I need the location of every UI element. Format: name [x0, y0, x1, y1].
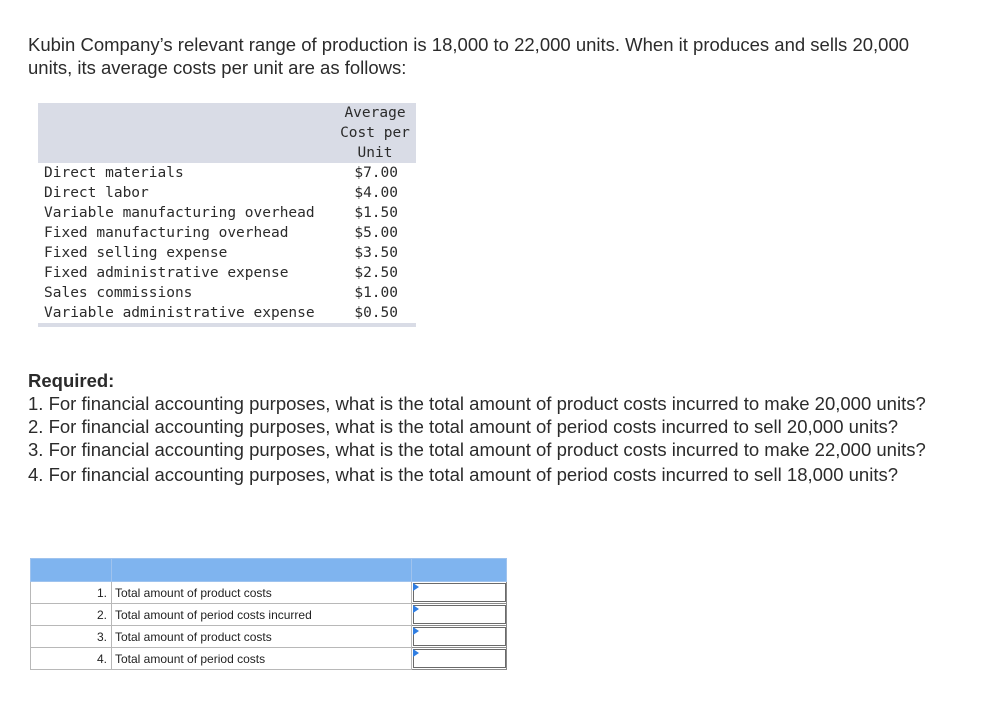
answer-row-number: 4. — [31, 648, 112, 670]
required-title: Required: — [28, 370, 115, 391]
cost-label: Direct materials — [44, 165, 184, 181]
header-line-3: Unit — [357, 145, 393, 161]
question-2: 2. For financial accounting purposes, what is the total amount of period costs incurred to sell 20,000 units? — [28, 416, 898, 437]
header-cell-desc — [112, 559, 412, 582]
cost-value: $4.00 — [354, 185, 398, 201]
cost-value: $7.00 — [354, 165, 398, 181]
answer-row — [31, 582, 507, 604]
cost-label: Fixed selling expense — [44, 245, 228, 261]
cost-label: Variable administrative expense — [38, 303, 334, 325]
cell-marker-icon — [413, 583, 419, 591]
problem-intro: Kubin Company’s relevant range of production is 18,000 to 22,000 units. When it produces and sells 20,000 units, its average costs per unit are as follows: — [28, 34, 910, 78]
cost-label: Sales commissions — [44, 285, 193, 301]
cost-label: Fixed manufacturing overhead — [44, 225, 289, 241]
answer-row-label: Total amount of period costs — [112, 648, 412, 670]
cost-per-unit-table — [38, 103, 416, 327]
cost-row — [38, 243, 416, 263]
answer-input-1[interactable] — [413, 583, 506, 602]
cost-row — [38, 163, 416, 183]
cost-label: Direct labor — [44, 185, 149, 201]
answer-table — [30, 558, 507, 670]
question-3: 3. For financial accounting purposes, what is the total amount of product costs incurred to make 22,000 units? — [28, 439, 926, 460]
cost-row — [38, 303, 416, 325]
answer-cell — [412, 626, 507, 648]
answer-input-3[interactable] — [413, 627, 506, 646]
header-line-1: Average — [344, 105, 406, 121]
header-cell-answer — [412, 559, 507, 582]
cell-marker-icon — [413, 627, 419, 635]
answer-row — [31, 648, 507, 670]
answer-row-label: Total amount of period costs incurred — [112, 604, 412, 626]
cost-row — [38, 283, 416, 303]
question-1: 1. For financial accounting purposes, what is the total amount of product costs incurred to make 20,000 units? — [28, 393, 926, 414]
cost-value: $0.50 — [334, 303, 416, 325]
cost-table-label-header — [38, 103, 334, 163]
answer-row-number: 3. — [31, 626, 112, 648]
cell-marker-icon — [413, 605, 419, 613]
cell-marker-icon — [413, 649, 419, 657]
answer-cell — [412, 648, 507, 670]
cost-table-value-header — [334, 103, 416, 163]
cost-value: $2.50 — [354, 265, 398, 281]
cost-label: Fixed administrative expense — [44, 265, 289, 281]
answer-table-header — [31, 559, 507, 582]
answer-cell — [412, 604, 507, 626]
answer-input-4[interactable] — [413, 649, 506, 668]
answer-cell — [412, 582, 507, 604]
cost-value: $3.50 — [354, 245, 398, 261]
answer-row-number: 2. — [31, 604, 112, 626]
cost-row — [38, 183, 416, 203]
header-line-2: Cost per — [340, 125, 410, 141]
answer-row — [31, 604, 507, 626]
answer-row-label: Total amount of product costs — [112, 582, 412, 604]
required-section — [28, 369, 968, 486]
question-4: 4. For financial accounting purposes, what is the total amount of period costs incurred to sell 18,000 units? — [28, 464, 898, 485]
answer-row — [31, 626, 507, 648]
cost-label: Variable manufacturing overhead — [44, 205, 315, 221]
answer-input-2[interactable] — [413, 605, 506, 624]
cost-value: $1.50 — [354, 205, 398, 221]
cost-value: $1.00 — [354, 285, 398, 301]
cost-row — [38, 223, 416, 243]
header-cell-num — [31, 559, 112, 582]
cost-row — [38, 263, 416, 283]
answer-row-label: Total amount of product costs — [112, 626, 412, 648]
answer-row-number: 1. — [31, 582, 112, 604]
cost-value: $5.00 — [354, 225, 398, 241]
cost-row — [38, 203, 416, 223]
